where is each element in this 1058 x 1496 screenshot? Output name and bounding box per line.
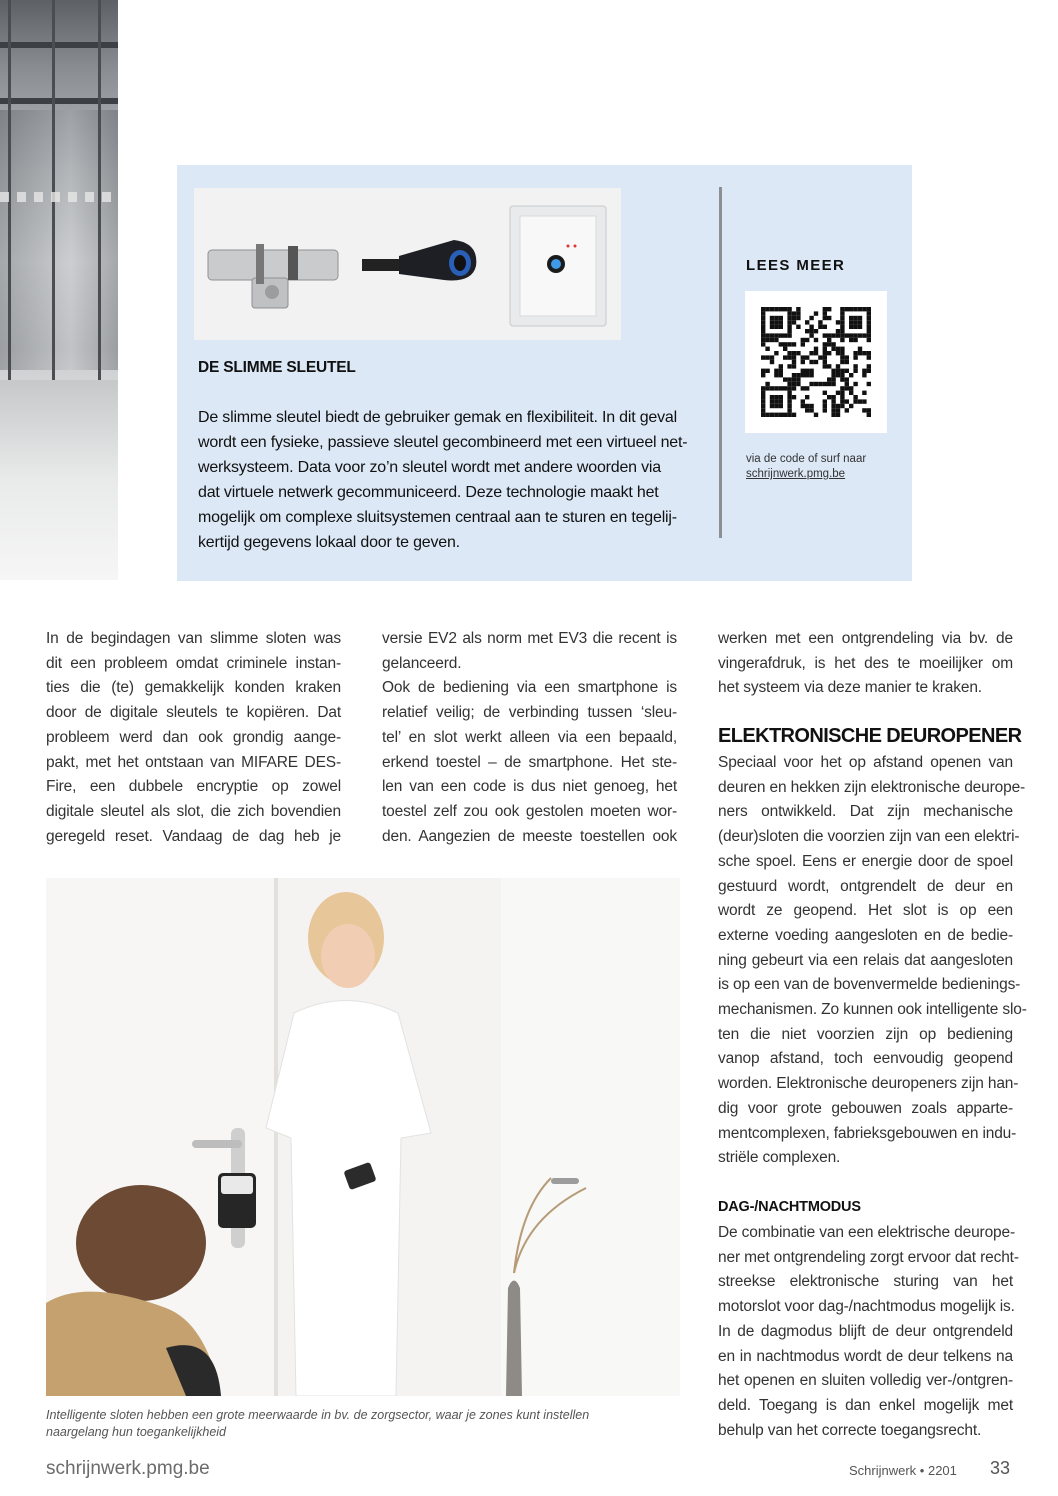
text-line: ners ontwikkeld. Dat zijn mechanische — [718, 803, 1013, 821]
text-line: den. Aangezien de meeste toestellen ook — [382, 827, 677, 845]
vertical-divider — [719, 187, 722, 538]
text-line: erkend toestel – de smartphone. Het ste- — [382, 753, 677, 771]
text-line: Speciaal voor het op afstand openen van — [718, 754, 1013, 771]
building-photo — [0, 0, 118, 580]
qr-link[interactable]: schrijnwerk.pmg.be — [746, 468, 846, 480]
text-line: relatief veilig; de verbinding tussen ‘sleu- — [382, 704, 677, 722]
text-line: toestel zelf zou ook gestolen moeten wor- — [382, 802, 677, 820]
text-line: door de digitale sleutels te kopiëren. Dat — [46, 704, 341, 722]
text-line: mogelijk om complexe sluitsystemen centraal aan te sturen en tegelij- — [198, 509, 677, 526]
text-line: probleem werd dan ook grondig aange- — [46, 728, 341, 746]
text-line: ten die niet voorzien zijn op bediening — [718, 1025, 1013, 1043]
text-line: gestuurd wordt, ontgrendelt de deur en — [718, 877, 1013, 895]
box-body-text — [198, 405, 698, 555]
text-line: behulp van het correcte toegangsrecht. — [718, 1421, 982, 1439]
text-line: mentcomplexen, fabrieksgebouwen en indu- — [718, 1124, 1017, 1142]
section-heading: ELEKTRONISCHE DEUROPENER — [718, 725, 1022, 747]
text-line: pakt, met het ontstaan van MIFARE DES- — [46, 753, 341, 771]
text-line: en in nachtmodus wordt de deur telkens na — [718, 1347, 1013, 1365]
article-column-3-intro — [718, 627, 1013, 701]
text-line: motorslot voor dag-/nachtmodus mogelijk is. — [718, 1298, 1015, 1316]
text-line: werksysteem. Data voor zo’n sleutel wordt met andere woorden via — [198, 459, 661, 476]
caption-line: Intelligente sloten hebben een grote meerwaarde in bv. de zorgsector, waar je zones kunt instellen — [46, 1408, 590, 1422]
page-number: 33 — [990, 1458, 1011, 1478]
text-line: De combinatie van een elektrische deurope- — [718, 1224, 1015, 1241]
text-line: dat virtuele netwerk gecommuniceerd. Deze technologie maakt het — [198, 484, 659, 501]
text-line: werken met een ontgrendeling via bv. de — [718, 630, 1013, 647]
article-column-3-section — [718, 751, 1027, 1171]
text-line: wordt ze geopend. Het slot is op een — [718, 902, 1013, 920]
text-line: dit een probleem omdat criminele instan- — [46, 654, 341, 672]
text-line: vanop afstand, toch eenvoudig geopend — [718, 1050, 1013, 1068]
caption-line: naargelang hun toegankelijkheid — [46, 1425, 227, 1439]
text-line: het openen en sluiten volledig ver-/ontgren- — [718, 1372, 1013, 1390]
article-column-1 — [46, 627, 341, 849]
text-line: is op een van de bovenvermelde bedienings- — [718, 976, 1021, 994]
text-line: ties die (te) gemakkelijk konden kraken — [46, 679, 341, 697]
text-line: (deur)sloten die voorzien zijn van een elektri- — [718, 828, 1020, 846]
text-line: ning gebeurt via een relais dat aangesloten — [718, 951, 1013, 969]
text-line: kertijd gegevens lokaal door te geven. — [198, 534, 460, 551]
text-line: dig voor grote gebouwen zoals apparte- — [718, 1099, 1013, 1117]
text-line: mechanismen. Zo kunnen ook intelligente slo- — [718, 1001, 1027, 1019]
sub-heading: DAG-/NACHTMODUS — [718, 1199, 861, 1215]
text-line: tel’ en slot werkt alleen via een bepaald, — [382, 728, 677, 746]
footer-website[interactable]: schrijnwerk.pmg.be — [46, 1458, 210, 1479]
photo-caption — [46, 1407, 666, 1441]
text-line: versie EV2 als norm met EV3 die recent is — [382, 630, 677, 647]
text-line: gelanceerd. — [382, 654, 462, 672]
article-column-2 — [382, 627, 677, 849]
text-line: vingerafdruk, is het des te moeilijker om — [718, 654, 1013, 672]
text-line: De slimme sleutel biedt de gebruiker gemak en flexibiliteit. In dit geval — [198, 409, 677, 426]
article-column-3-sub — [718, 1221, 1019, 1443]
text-line: het systeem via deze manier te kraken. — [718, 679, 982, 697]
lees-meer-heading: LEES MEER — [746, 257, 846, 274]
text-line: geregeld reset. Vandaag de dag heb je — [46, 827, 341, 845]
text-line: Fire, een dubbele encryptie op zowel — [46, 778, 341, 796]
qr-caption — [746, 452, 866, 482]
text-line: wordt een fysieke, passieve sleutel gecombineerd met een virtueel net- — [198, 434, 688, 451]
footer-magazine-issue: Schrijnwerk • 2201 — [849, 1463, 957, 1478]
text-line: worden. Elektronische deuropeners zijn han- — [718, 1075, 1019, 1093]
text-line: ner met ontgrendeling zorgt ervoor dat recht- — [718, 1248, 1019, 1266]
care-scene-photo — [46, 878, 680, 1396]
smart-key-product-image — [194, 188, 621, 340]
text-line: digitale sleutel als slot, die zich bovendien — [46, 802, 341, 820]
qr-code[interactable] — [745, 291, 887, 433]
text-line: externe voeding aangesloten en de bedie- — [718, 926, 1013, 944]
text-line: In de dagmodus blijft de deur ontgrendeld — [718, 1322, 1013, 1340]
text-line: Ook de bediening via een smartphone is — [382, 679, 677, 697]
text-line: deld. Toegang is dan enkel mogelijk met — [718, 1396, 1013, 1414]
text-line: streekse elektronische sturing van het — [718, 1273, 1013, 1291]
text-line: deuren en hekken zijn elektronische deurope- — [718, 778, 1026, 796]
text-line: len van een code is dus niet genoeg, het — [382, 778, 677, 796]
box-title: DE SLIMME SLEUTEL — [198, 359, 356, 376]
text-line: striële complexen. — [718, 1149, 841, 1167]
qr-caption-text: via de code of surf naar — [746, 453, 867, 465]
text-line: In de begindagen van slimme sloten was — [46, 630, 341, 647]
text-line: sche spoel. Eens er energie door de spoel — [718, 852, 1013, 870]
